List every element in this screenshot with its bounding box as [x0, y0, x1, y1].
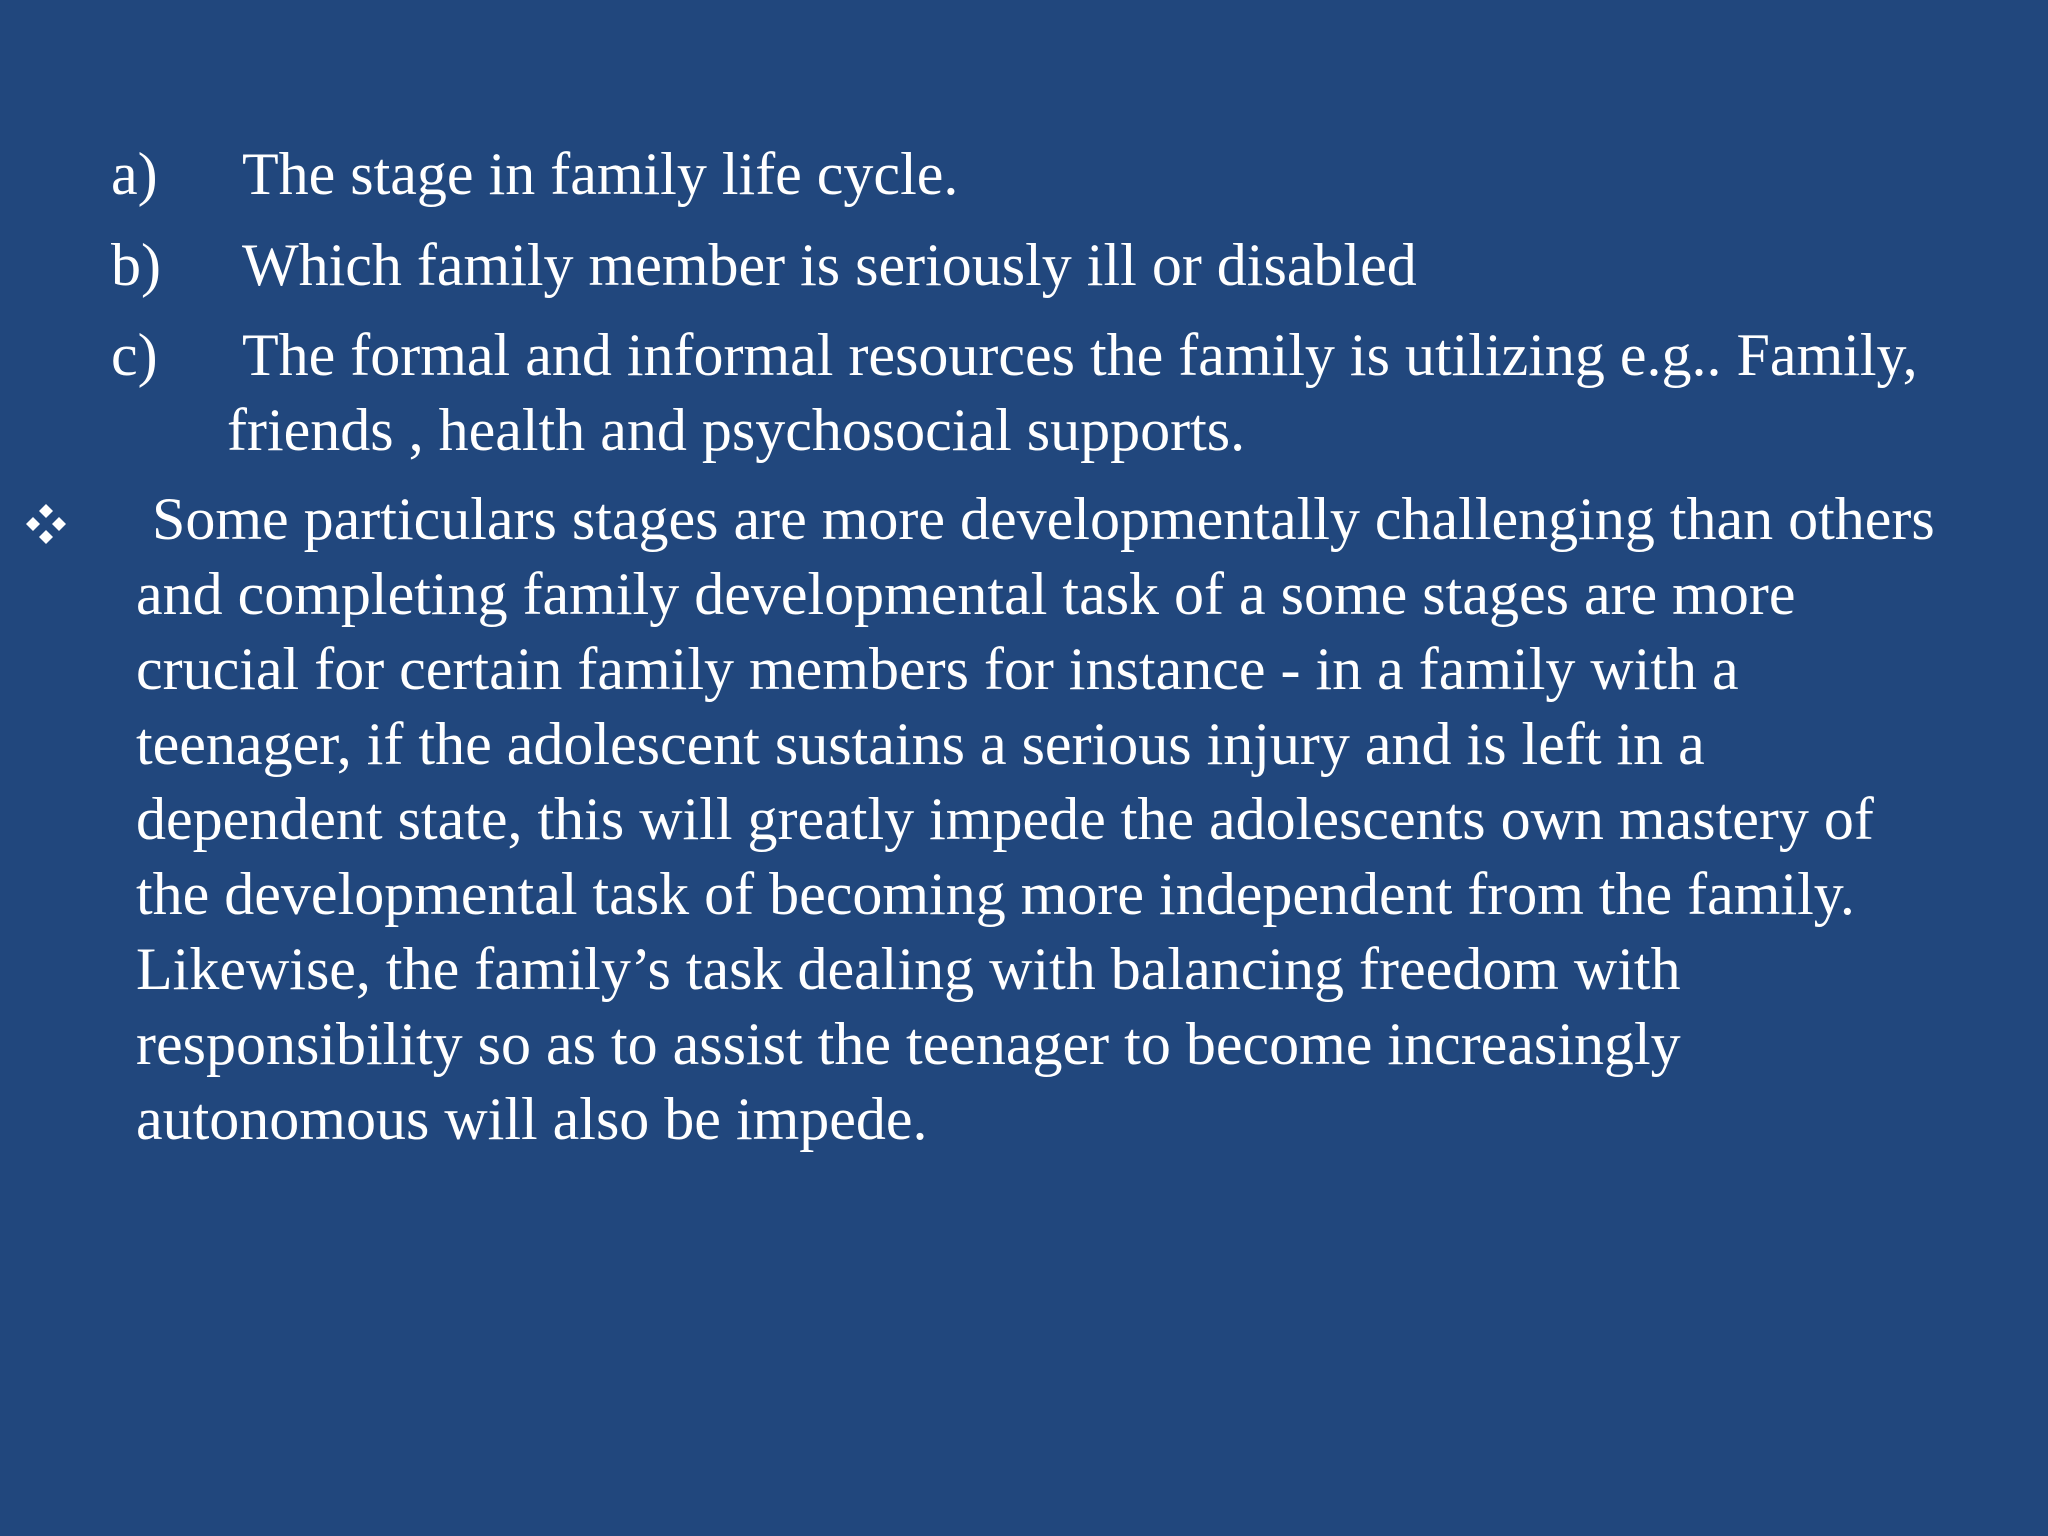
four-diamond-bullet-icon	[24, 502, 68, 546]
bullet-line: teenager, if the adolescent sustains a serious injury and is left in a	[136, 711, 1705, 777]
bullet-line: autonomous will also be impede.	[136, 1086, 928, 1152]
bullet-line: dependent state, this will greatly impede the adolescents own mastery of	[136, 786, 1874, 852]
list-item-text: The formal and informal resources the family is utilizing e.g.. Family,	[242, 322, 1918, 388]
bullet-line: and completing family developmental task of a some stages are more	[136, 561, 1796, 627]
list-marker: a)	[111, 141, 158, 207]
bullet-line: responsibility so as to assist the teenager to become increasingly	[136, 1011, 1681, 1077]
bullet-line: Likewise, the family’s task dealing with balancing freedom with	[136, 936, 1681, 1002]
list-item-text: The stage in family life cycle.	[242, 141, 959, 207]
list-item-continuation: friends , health and psychosocial supports.	[227, 397, 1246, 463]
bullet-line: Some particulars stages are more developmentally challenging than others	[152, 486, 1935, 552]
list-marker: c)	[111, 322, 158, 388]
list-item-text: Which family member is seriously ill or disabled	[242, 232, 1417, 298]
list-marker: b)	[111, 232, 161, 298]
bullet-line: the developmental task of becoming more independent from the family.	[136, 861, 1855, 927]
bullet-line: crucial for certain family members for instance - in a family with a	[136, 636, 1739, 702]
